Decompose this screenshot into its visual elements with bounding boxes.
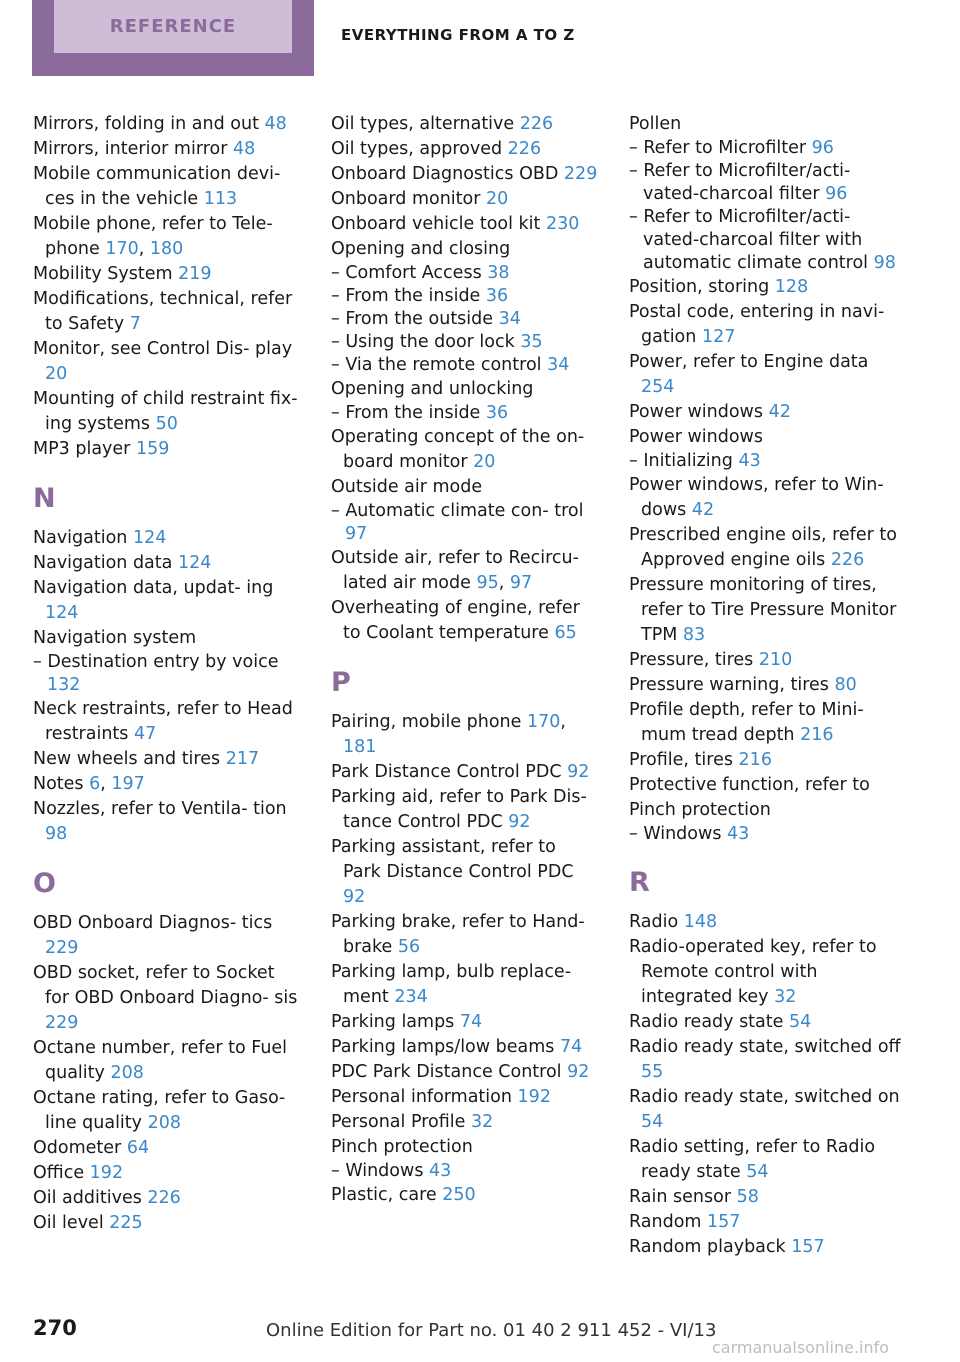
page-reference-link[interactable]: 97	[509, 573, 533, 593]
index-entry	[629, 1185, 901, 1210]
watermark: carmanualsonline.info	[712, 1338, 890, 1357]
page-reference-link[interactable]: 43	[738, 451, 761, 471]
index-entry-text: Position, storing	[629, 277, 770, 297]
index-entry-text: Pressure monitoring of tires, refer to Tire Pressure Monitor TPM	[629, 575, 897, 645]
page-reference-link[interactable]: 208	[147, 1113, 181, 1133]
index-entry-text: Onboard Diagnostics OBD	[331, 164, 559, 184]
index-subentry	[331, 402, 599, 425]
index-entry	[33, 526, 298, 551]
page-reference-link[interactable]: 181	[343, 737, 377, 757]
index-subentry	[331, 500, 599, 546]
page-reference-link[interactable]: 148	[683, 912, 718, 932]
index-entry-text: Radio	[629, 912, 679, 932]
index-entry	[629, 350, 901, 400]
index-subentry	[331, 354, 599, 377]
index-entry-text: Random	[629, 1212, 702, 1232]
index-column-2	[331, 112, 599, 1208]
index-entry	[629, 935, 901, 1010]
index-entry-text: Power windows	[629, 427, 763, 447]
page-reference-link[interactable]: 159	[135, 439, 170, 459]
page-reference-link[interactable]: 74	[560, 1037, 583, 1057]
index-entry	[33, 551, 298, 576]
index-entry-text: – Refer to Microfilter/acti‐ vated-charcoal filter with automatic climate control	[629, 207, 869, 273]
index-entry	[331, 1110, 599, 1135]
index-entry-text: Parking assistant, refer to Park Distance Control PDC	[331, 837, 574, 882]
index-entry-text: Navigation data, updat‐ ing	[33, 578, 274, 598]
page-reference-link[interactable]: 48	[264, 114, 287, 134]
index-entry-text: Radio setting, refer to Radio ready state	[629, 1137, 876, 1182]
page-reference-link[interactable]: 7	[129, 314, 141, 334]
page-reference-link[interactable]: 98	[45, 824, 68, 844]
index-entry-text: – Refer to Microfilter/acti‐ vated-charcoal filter	[629, 161, 851, 204]
page-reference-link[interactable]: 192	[89, 1163, 124, 1183]
index-entry	[629, 1135, 901, 1185]
page-reference-link[interactable]: 219	[178, 264, 212, 284]
index-entry-text: Park Distance Control PDC	[331, 762, 562, 782]
page-reference-link[interactable]: 208	[110, 1063, 144, 1083]
page-reference-link[interactable]: 226	[147, 1188, 181, 1208]
index-column-1	[33, 112, 298, 1236]
index-entry-text: Opening and closing	[331, 239, 511, 259]
page-reference-link[interactable]: 96	[811, 138, 834, 158]
page-reference-link[interactable]: 42	[768, 402, 791, 422]
page-reference-link[interactable]: 36	[485, 403, 509, 423]
index-entry	[33, 262, 298, 287]
index-letter-heading: P	[331, 667, 351, 698]
page-reference-link[interactable]: 128	[774, 277, 809, 297]
page-reference-link[interactable]: 92	[343, 887, 366, 907]
index-entry-text: Random playback	[629, 1237, 786, 1257]
page-reference-link[interactable]: 54	[746, 1162, 769, 1182]
index-entry	[629, 400, 901, 425]
index-entry-text: Plastic, care	[331, 1185, 437, 1205]
index-entry	[629, 648, 901, 673]
index-entry-text: Profile, tires	[629, 750, 733, 770]
page-reference-link[interactable]: 43	[727, 824, 750, 844]
page-reference-link[interactable]: 58	[736, 1187, 759, 1207]
index-entry-text: Pairing, mobile phone	[331, 712, 522, 732]
index-entry	[33, 626, 298, 651]
index-entry-text: New wheels and tires	[33, 749, 221, 769]
index-entry-text: Octane number, refer to Fuel quality	[33, 1038, 288, 1083]
index-entry-text: Mounting of child restraint fix‐ ing systems	[33, 389, 298, 434]
index-entry-text: Outside air, refer to Recircu‐ lated air mode	[331, 548, 579, 593]
index-subentry	[331, 308, 599, 331]
index-entry	[331, 1135, 599, 1160]
page-reference-link[interactable]: 36	[485, 286, 509, 306]
index-entry	[33, 1036, 298, 1086]
index-entry-text: Parking lamp, bulb replace‐ ment	[331, 962, 572, 1007]
index-entry	[629, 473, 901, 523]
index-entry-text: – From the inside	[331, 403, 481, 423]
page-reference-link[interactable]: 250	[442, 1185, 476, 1205]
index-entry-text: Onboard monitor	[331, 189, 481, 209]
index-entry	[33, 911, 298, 961]
index-entry-text: – Via the remote control	[331, 355, 542, 375]
page-reference-link[interactable]: 225	[109, 1213, 143, 1233]
index-entry-text: Navigation data	[33, 553, 173, 573]
index-entry	[33, 747, 298, 772]
page-reference-link[interactable]: 226	[507, 139, 542, 159]
page-reference-link[interactable]: 20	[473, 452, 496, 472]
index-entry-text: Radio-operated key, refer to Remote control with integrated key	[629, 937, 877, 1007]
page-reference-link[interactable]: 229	[45, 1013, 79, 1033]
index-entry-text: Octane rating, refer to Gaso‐ line quality	[33, 1088, 286, 1133]
index-entry-text: Overheating of engine, refer to Coolant temperature	[331, 598, 580, 643]
index-entry: Notes 6, 197	[33, 774, 145, 794]
page-reference-link[interactable]: 230	[546, 214, 580, 234]
page-reference-link[interactable]: 226	[519, 114, 554, 134]
page-reference-link[interactable]: 55	[641, 1062, 664, 1082]
index-entry	[33, 1136, 298, 1161]
index-entry	[33, 162, 298, 212]
page-reference-link[interactable]: 180	[149, 239, 184, 259]
page-reference-link[interactable]: 54	[788, 1012, 812, 1032]
page-reference-link[interactable]: 124	[132, 528, 167, 548]
page-reference-link[interactable]: 43	[429, 1161, 452, 1181]
index-entry	[629, 748, 901, 773]
chapter-tab	[32, 0, 314, 76]
page-reference-link[interactable]: 80	[834, 675, 857, 695]
index-entry-text: Navigation system	[33, 628, 197, 648]
index-entry	[331, 1035, 599, 1060]
page-reference-link[interactable]: 127	[701, 327, 736, 347]
page-reference-link[interactable]: 54	[641, 1112, 664, 1132]
index-entry-text: Radio ready state	[629, 1012, 784, 1032]
index-subentry	[33, 651, 298, 697]
index-entry	[331, 162, 599, 187]
index-entry-text: Oil additives	[33, 1188, 142, 1208]
page-reference-link[interactable]: 34	[547, 355, 570, 375]
page-reference-link[interactable]: 97	[345, 524, 368, 544]
index-entry	[331, 760, 599, 785]
index-entry-text: Parking lamps	[331, 1012, 455, 1032]
index-subentry	[629, 137, 901, 160]
index-entry-text: Parking aid, refer to Park Dis‐ tance Control PDC	[331, 787, 587, 832]
page-reference-link[interactable]: 92	[508, 812, 531, 832]
index-entry-text: Pressure, tires	[629, 650, 754, 670]
index-entry-text: Operating concept of the on‐ board monitor	[331, 427, 585, 472]
index-entry-text: Mobile communication devi‐ ces in the vehicle	[33, 164, 281, 209]
index-entry-text: Parking brake, refer to Hand‐ brake	[331, 912, 585, 957]
index-entry	[331, 137, 599, 162]
index-entry-text: – From the outside	[331, 309, 494, 329]
index-entry	[33, 797, 298, 847]
index-entry-text: Navigation	[33, 528, 128, 548]
index-subentry	[331, 262, 599, 285]
section-title: EVERYTHING FROM A TO Z	[341, 26, 575, 44]
index-entry	[331, 425, 599, 475]
page-reference-link[interactable]: 170	[105, 239, 139, 259]
page-reference-link[interactable]: 35	[520, 332, 543, 352]
page-reference-link[interactable]: 192	[517, 1087, 551, 1107]
index-entry	[331, 377, 599, 402]
index-entry-text: – Destination entry by voice	[33, 652, 279, 672]
index-entry: Outside air, refer to Recircu‐ lated air mode 95, 97	[331, 548, 579, 593]
index-entry-text: Oil types, alternative	[331, 114, 515, 134]
index-entry-text: Oil level	[33, 1213, 104, 1233]
index-entry-text: – Initializing	[629, 451, 733, 471]
index-entry	[629, 425, 901, 450]
index-entry-text: MP3 player	[33, 439, 131, 459]
index-entry-text: Personal information	[331, 1087, 512, 1107]
index-entry	[33, 1211, 298, 1236]
index-subentry	[331, 1160, 599, 1183]
index-entry-text: Prescribed engine oils, refer to Approved engine oils	[629, 525, 897, 570]
index-entry	[629, 523, 901, 573]
page-reference-link[interactable]: 34	[498, 309, 521, 329]
page-header	[0, 0, 960, 78]
index-entry	[629, 112, 901, 137]
page-reference-link[interactable]: 234	[394, 987, 428, 1007]
page-reference-link[interactable]: 96	[825, 184, 848, 204]
edition-text: Online Edition for Part no. 01 40 2 911 452 - VI/13	[266, 1320, 717, 1341]
page-reference-link[interactable]: 210	[758, 650, 793, 670]
index-subentry	[629, 450, 901, 473]
index-column-3	[629, 112, 901, 1260]
page-reference-link[interactable]: 132	[47, 675, 81, 695]
page-reference-link[interactable]: 38	[487, 263, 510, 283]
index-entry	[331, 1010, 599, 1035]
index-entry-text: Pressure warning, tires	[629, 675, 829, 695]
index-entry	[331, 237, 599, 262]
page-reference-link[interactable]: 254	[641, 377, 675, 397]
page-reference-link[interactable]: 42	[691, 500, 715, 520]
page-reference-link[interactable]: 20	[45, 364, 68, 384]
index-entry-text: Odometer	[33, 1138, 122, 1158]
index-entry	[331, 596, 599, 646]
index-entry-text: OBD socket, refer to Socket for OBD Onboard Diagno‐ sis	[33, 963, 298, 1008]
index-entry-text: Power, refer to Engine data	[629, 352, 869, 372]
index-entry-text: – Automatic climate con‐ trol	[331, 501, 584, 521]
index-letter-heading: R	[629, 867, 650, 898]
page-reference-link[interactable]: 217	[225, 749, 260, 769]
index-entry-text: Pinch protection	[629, 800, 771, 820]
index-entry	[331, 835, 599, 910]
index-entry-text: Mirrors, interior mirror	[33, 139, 228, 159]
page-reference-link[interactable]: 216	[738, 750, 772, 770]
index-entry-text: Onboard vehicle tool kit	[331, 214, 541, 234]
index-entry-text: Notes	[33, 774, 84, 794]
page-reference-link[interactable]: 65	[554, 623, 577, 643]
index-entry	[33, 287, 298, 337]
index-entry-text: Rain sensor	[629, 1187, 732, 1207]
index-entry-text: – Comfort Access	[331, 263, 482, 283]
page-reference-link[interactable]: 6	[89, 774, 101, 794]
index-subentry	[629, 206, 901, 275]
index-entry-text: Pollen	[629, 114, 682, 134]
index-entry-text: – Refer to Microfilter	[629, 138, 807, 158]
index-entry	[33, 387, 298, 437]
index-entry	[629, 300, 901, 350]
index-entry-text: Power windows	[629, 402, 763, 422]
index-entry	[629, 275, 901, 300]
index-entry	[33, 961, 298, 1036]
page-reference-link[interactable]: 64	[126, 1138, 150, 1158]
page-reference-link[interactable]: 74	[459, 1012, 483, 1032]
index-entry-text: Nozzles, refer to Ventila‐ tion	[33, 799, 287, 819]
index-entry-text: Power windows, refer to Win‐ dows	[629, 475, 884, 520]
index-subentry	[629, 823, 901, 846]
page-reference-link[interactable]: 48	[233, 139, 256, 159]
index-entry-text: Opening and unlocking	[331, 379, 534, 399]
index-entry	[629, 1210, 901, 1235]
index-entry	[629, 910, 901, 935]
page-reference-link[interactable]: 226	[830, 550, 865, 570]
page-reference-link[interactable]: 157	[791, 1237, 825, 1257]
index-entry	[331, 475, 599, 500]
index-entry-text: – Windows	[331, 1161, 424, 1181]
index-entry	[629, 1010, 901, 1035]
index-entry	[629, 1085, 901, 1135]
index-entry-text: – From the inside	[331, 286, 481, 306]
index-entry: Mobile phone, refer to Tele‐ phone 170, 180	[33, 214, 273, 259]
index-entry-text: OBD Onboard Diagnos‐ tics	[33, 913, 273, 933]
index-entry-text: Parking lamps/low beams	[331, 1037, 555, 1057]
index-letter-heading: O	[33, 868, 56, 899]
page-reference-link[interactable]: 216	[800, 725, 834, 745]
index-entry-text: Neck restraints, refer to Head restraints	[33, 699, 293, 744]
page-reference-link[interactable]: 47	[134, 724, 157, 744]
index-subentry	[331, 285, 599, 308]
index-entry-text: Mobile phone, refer to Tele‐ phone	[33, 214, 273, 259]
index-entry	[33, 697, 298, 747]
index-entry-text: Outside air mode	[331, 477, 483, 497]
index-entry	[331, 785, 599, 835]
index-entry	[33, 112, 298, 137]
index-entry	[629, 1235, 901, 1260]
page-reference-link[interactable]: 98	[873, 253, 896, 273]
index-entry-text: Radio ready state, switched off	[629, 1037, 901, 1057]
index-entry	[33, 1186, 298, 1211]
index-entry-text: PDC Park Distance Control	[331, 1062, 562, 1082]
index-entry	[331, 1060, 599, 1085]
page-reference-link[interactable]: 113	[203, 189, 238, 209]
page-reference-link[interactable]: 92	[567, 1062, 590, 1082]
index-subentry	[629, 160, 901, 206]
page-reference-link[interactable]: 32	[470, 1112, 494, 1132]
index-entry	[33, 1086, 298, 1136]
index-entry-text: – Using the door lock	[331, 332, 515, 352]
index-entry-text: Office	[33, 1163, 85, 1183]
index-entry	[33, 337, 298, 387]
index-entry-text: Profile depth, refer to Mini‐ mum tread depth	[629, 700, 864, 745]
index-entry	[33, 437, 298, 462]
index-entry	[33, 137, 298, 162]
page-reference-link[interactable]: 56	[397, 937, 421, 957]
index-entry	[331, 112, 599, 137]
index-subentry	[331, 331, 599, 354]
index-entry	[33, 1161, 298, 1186]
page-reference-link[interactable]: 229	[563, 164, 598, 184]
page-reference-link[interactable]: 92	[567, 762, 590, 782]
index-entry	[629, 1035, 901, 1085]
index-entry	[629, 773, 901, 798]
index-entry-text: Modifications, technical, refer to Safety	[33, 289, 293, 334]
index-entry-text: Mirrors, folding in and out	[33, 114, 259, 134]
page-reference-link[interactable]: 157	[707, 1212, 741, 1232]
index-entry-text: Mobility System	[33, 264, 173, 284]
index-entry-text: Oil types, approved	[331, 139, 503, 159]
index-entry	[331, 187, 599, 212]
index-entry-text: Pinch protection	[331, 1137, 473, 1157]
index-entry	[331, 910, 599, 960]
index-letter-heading: N	[33, 483, 56, 514]
index-entry: Pairing, mobile phone 170, 181	[331, 712, 566, 757]
page-reference-link[interactable]: 229	[45, 938, 79, 958]
index-entry	[331, 1183, 599, 1208]
index-entry-text: Postal code, entering in navi‐ gation	[629, 302, 885, 347]
page-reference-link[interactable]: 20	[486, 189, 509, 209]
index-entry-text: Radio ready state, switched on	[629, 1087, 900, 1107]
index-entry	[629, 798, 901, 823]
page-reference-link[interactable]: 32	[774, 987, 797, 1007]
chapter-tab-label: REFERENCE	[54, 0, 292, 53]
index-entry	[629, 573, 901, 648]
index-entry	[33, 576, 298, 626]
index-entry	[331, 212, 599, 237]
page-reference-link[interactable]: 170	[527, 712, 561, 732]
index-entry	[331, 960, 599, 1010]
page-reference-link[interactable]: 83	[682, 625, 706, 645]
index-entry-text: – Windows	[629, 824, 722, 844]
index-entry	[331, 1085, 599, 1110]
page-reference-link[interactable]: 95	[476, 573, 499, 593]
index-entry-text: Protective function, refer to	[629, 775, 870, 795]
index-entry-text: Personal Profile	[331, 1112, 466, 1132]
page-number: 270	[33, 1316, 77, 1340]
page-reference-link[interactable]: 50	[155, 414, 178, 434]
index-entry	[629, 698, 901, 748]
page-reference-link[interactable]: 124	[177, 553, 212, 573]
index-entry	[629, 673, 901, 698]
page-reference-link[interactable]: 124	[45, 603, 79, 623]
page-reference-link[interactable]: 197	[111, 774, 145, 794]
index-entry-text: Monitor, see Control Dis‐ play	[33, 339, 293, 359]
